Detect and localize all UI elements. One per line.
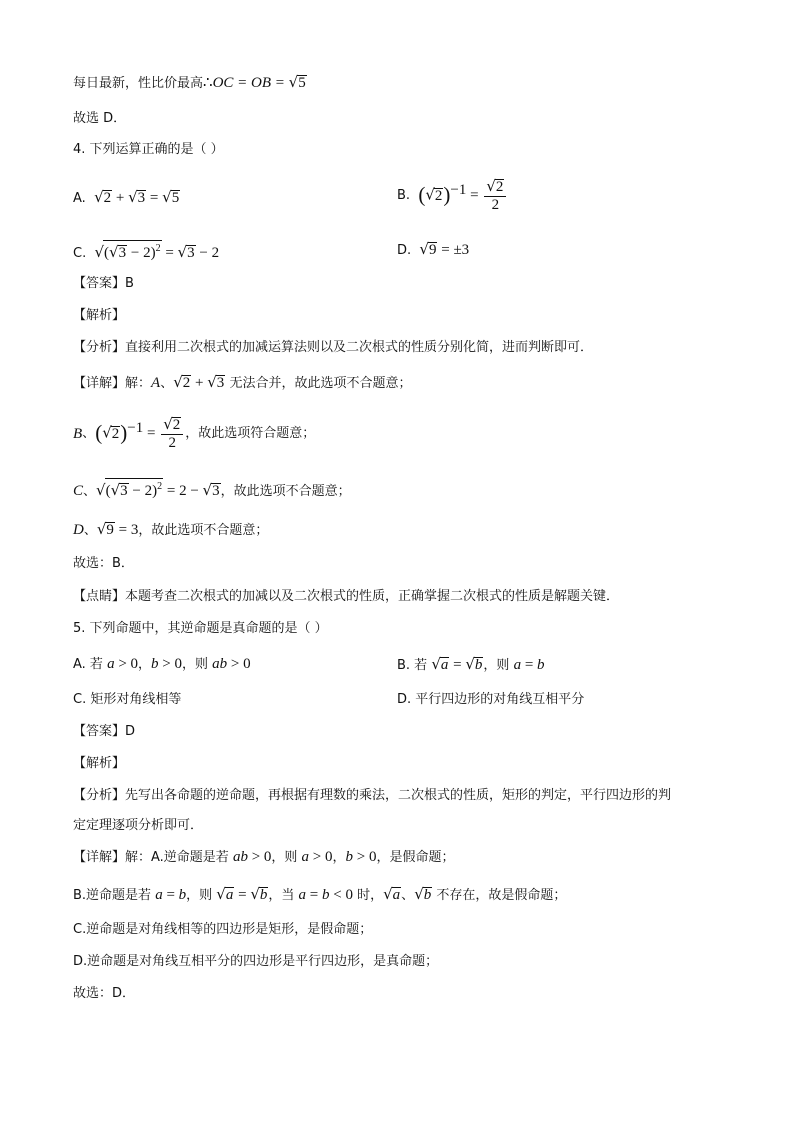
q4-option-c: C. $√(√3 - 2)^2 = √3 - 2$	[73, 240, 219, 263]
q4-answer: 【答案】B	[73, 276, 134, 291]
q5-choose: 故选：D．	[73, 986, 136, 1001]
q5-detail-b: B.逆命题是若 a = b，则 √a = √b，当 a = b < 0 时，√a、√b 不存在，故是假命题；	[73, 885, 567, 903]
q3-answer-line: 故选 D．	[73, 111, 127, 126]
q5-detail-c: C.逆命题是对角线相等的四边形是矩形，是假命题；	[73, 922, 373, 937]
q4-detail-a: 【详解】解：A、√2 + √3 无法合并，故此选项不合题意；	[73, 373, 412, 391]
q5-stem: 5. 下列命题中，其逆命题是真命题的是（ ）	[73, 621, 328, 636]
q4-detail-b: B、$(√2)^{-1}$ = $\frac{√2}{2}$ ，故此选项符合题意；	[73, 415, 316, 451]
q5-option-c: C. 矩形对角线相等	[73, 692, 182, 707]
q4-detail-c: C、$√(√3 - 2)^2 = 2 - √3$，故此选项不合题意；	[73, 478, 351, 501]
q5-answer: 【答案】D	[73, 724, 136, 739]
q4-comment: 【点睛】本题考查二次根式的加减以及二次根式的性质，正确掌握二次根式的性质是解题关键．	[73, 589, 620, 604]
q5-option-b: B. 若 √a = √b，则 a = b	[397, 655, 545, 673]
q4-option-d: D. √9 = ±3	[397, 240, 470, 258]
q5-option-d: D. 平行四边形的对角线互相平分	[397, 692, 585, 707]
header-equation: OC = OB =	[212, 75, 289, 91]
q4-stem: 4. 下列运算正确的是（ ）	[73, 142, 224, 157]
header-sqrt-arg: 5	[298, 75, 306, 91]
q4-analysis: 【分析】直接利用二次根式的加减运算法则以及二次根式的性质分别化简，进而判断即可．	[73, 340, 594, 355]
therefore-symbol: ∴	[203, 75, 213, 91]
q4-choose: 故选：B．	[73, 556, 134, 571]
q5-detail-d: D.逆命题是对角线互相平分的四边形是平行四边形，是真命题；	[73, 954, 439, 969]
q4-detail-d: D、√9 = 3，故此选项不合题意；	[73, 520, 269, 538]
q4-analysis-head: 【解析】	[73, 308, 126, 323]
q5-analysis-head: 【解析】	[73, 756, 126, 771]
q5-option-a: A. 若 a > 0，b > 0，则 ab > 0	[73, 656, 251, 672]
q4-option-a: A. √2 + √3 = √5	[73, 188, 180, 206]
q5-detail-a: 【详解】解：A.逆命题是若 ab > 0，则 a > 0，b > 0，是假命题；	[73, 849, 455, 865]
header-line: 每日最新，性比价最高∴OC = OB = √5	[73, 73, 306, 91]
q4-option-b: B. $(√2)^{-1}$ = $\frac{√2}{2}$	[397, 178, 508, 214]
q5-analysis-1: 【分析】先写出各命题的逆命题，再根据有理数的乘法，二次根式的性质，矩形的判定，平行四边形的判	[73, 788, 672, 803]
q5-analysis-2: 定定理逐项分析即可．	[73, 818, 204, 833]
header-lead: 每日最新，性比价最高	[73, 76, 204, 91]
